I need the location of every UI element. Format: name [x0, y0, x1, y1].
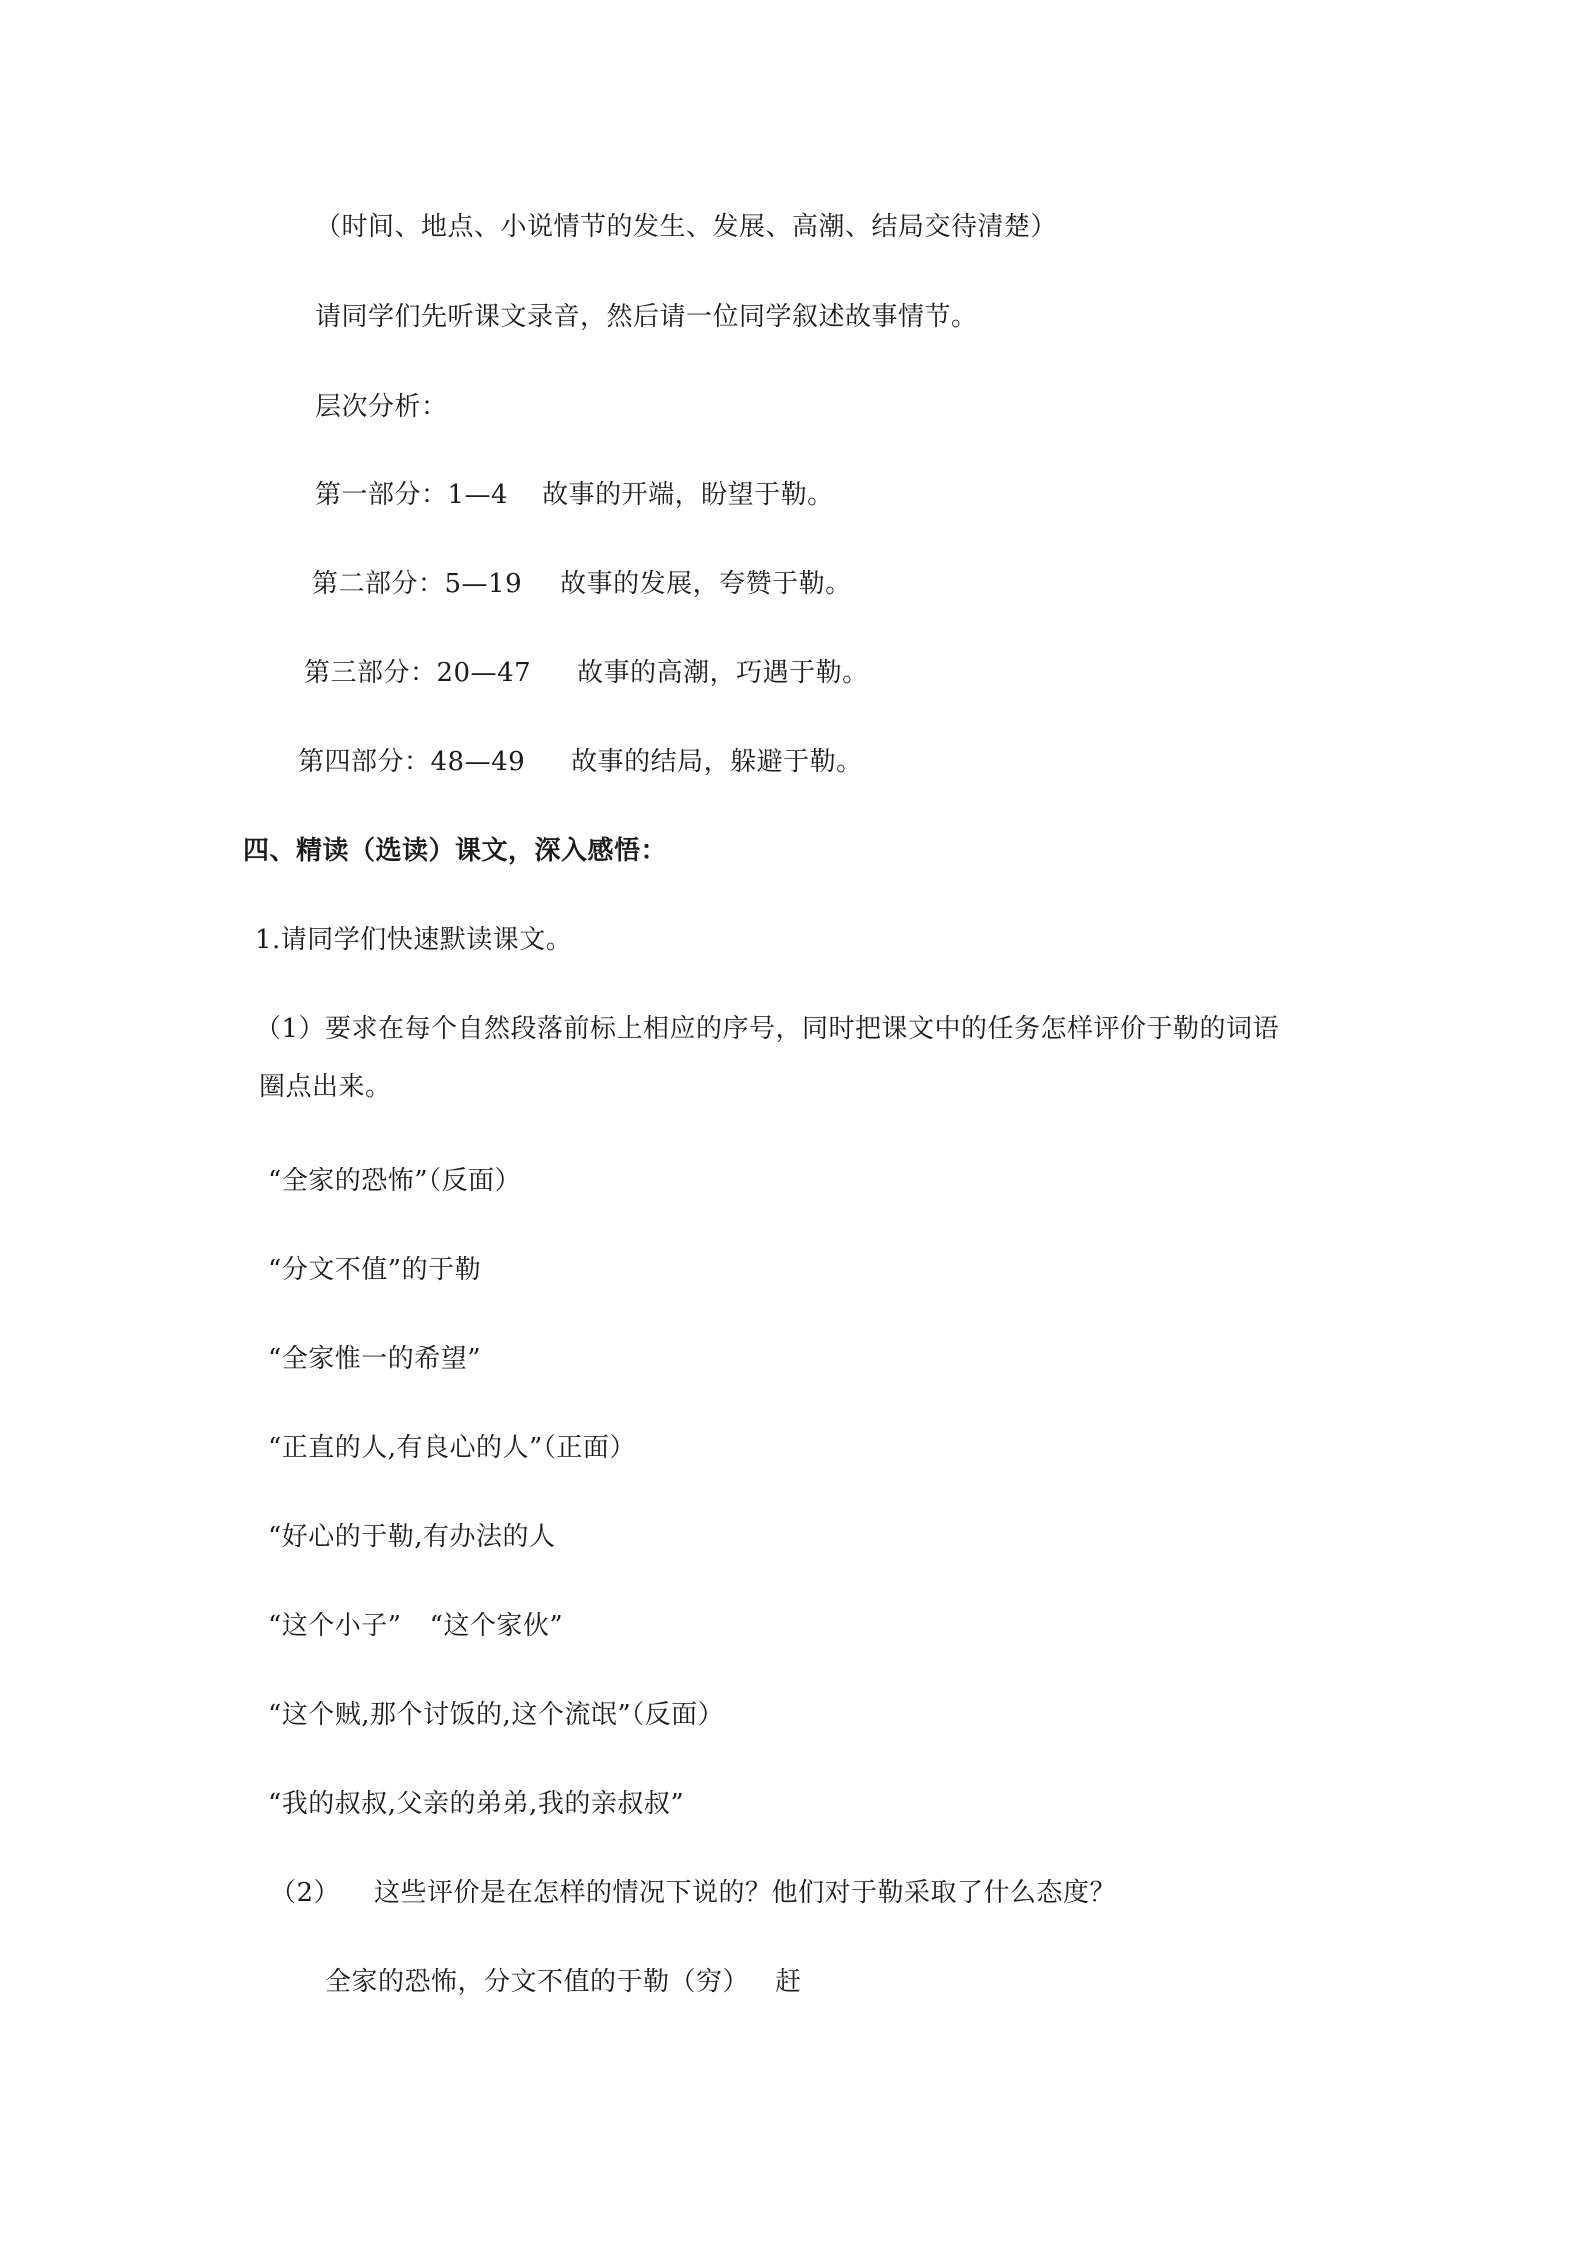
- part-label: 第二部分：5—19: [312, 569, 523, 599]
- part-description: 故事的高潮，巧遇于勒。: [577, 658, 869, 688]
- text-line-part-one: [315, 478, 834, 512]
- line-text: 这些评价是在怎样的情况下说的？他们对于勒采取了什么态度？: [374, 1878, 1117, 1908]
- text-line-timeline-note: [315, 210, 1057, 244]
- part-label: 第一部分：1—4: [315, 480, 509, 510]
- line-text: 请同学们先听课文录音，然后请一位同学叙述故事情节。: [315, 302, 978, 332]
- text-line-task-two: [270, 1876, 1116, 1910]
- line-text: （时间、地点、小说情节的发生、发展、高潮、结局交待清楚）: [315, 212, 1058, 242]
- quote-text: “这个小子”: [268, 1611, 402, 1641]
- quote-honest-man: [268, 1431, 636, 1465]
- text-line-silent-reading: [255, 923, 572, 957]
- quote-worthless: [268, 1253, 481, 1287]
- quote-kind-julie: [268, 1520, 556, 1554]
- line-text: （1）要求在每个自然段落前标上相应的序号，同时把课文中的任务怎样评价于勒的词语: [255, 1014, 1280, 1044]
- part-description: 故事的发展，夸赞于勒。: [560, 569, 852, 599]
- quote-text: “好心的于勒,有办法的人: [268, 1522, 556, 1552]
- line-text: 圈点出来。: [259, 1072, 392, 1102]
- part-label: 第三部分：20—47: [304, 658, 532, 688]
- text-line-structure-label: [315, 390, 448, 424]
- text-line-listen-instruction: [315, 300, 978, 334]
- quote-text: “这个贼,那个讨饭的,这个流氓”（反面）: [268, 1700, 725, 1730]
- heading-text: 四、精读（选读）课文，深入感悟：: [243, 836, 668, 866]
- text-line-task-one: [255, 1012, 1279, 1046]
- quote-text: “全家的恐怖”（反面）: [268, 1166, 522, 1196]
- quote-text: “我的叔叔,父亲的弟弟,我的亲叔叔”: [268, 1789, 685, 1819]
- quote-this-guy: [268, 1609, 563, 1643]
- quote-text: “全家惟一的希望”: [268, 1344, 482, 1374]
- text-line-task-one-continued: [259, 1070, 392, 1104]
- section-heading-close-reading: [243, 834, 667, 868]
- part-description: 故事的结局，躲避于勒。: [571, 747, 863, 777]
- quote-text: “分文不值”的于勒: [268, 1255, 482, 1285]
- quote-only-hope: [268, 1342, 481, 1376]
- quote-my-uncle: [268, 1787, 684, 1821]
- part-label: 第四部分：48—49: [298, 747, 526, 777]
- line-text: 1.请同学们快速默读课文。: [255, 925, 573, 955]
- line-text: 赶: [775, 1967, 802, 1997]
- task-number: （2）: [270, 1878, 341, 1908]
- line-text: 全家的恐怖，分文不值的于勒（穷）: [325, 1967, 750, 1997]
- quote-text: “正直的人,有良心的人”（正面）: [268, 1433, 636, 1463]
- text-line-part-four: [298, 745, 863, 779]
- quote-whole-family-fear: [268, 1164, 521, 1198]
- quote-thief: [268, 1698, 724, 1732]
- line-text: 层次分析：: [315, 392, 448, 422]
- part-description: 故事的开端，盼望于勒。: [542, 480, 834, 510]
- text-line-answer-poor: [325, 1965, 802, 1999]
- text-line-part-two: [312, 567, 852, 601]
- text-line-part-three: [304, 656, 869, 690]
- quote-text: “这个家伙”: [429, 1611, 564, 1641]
